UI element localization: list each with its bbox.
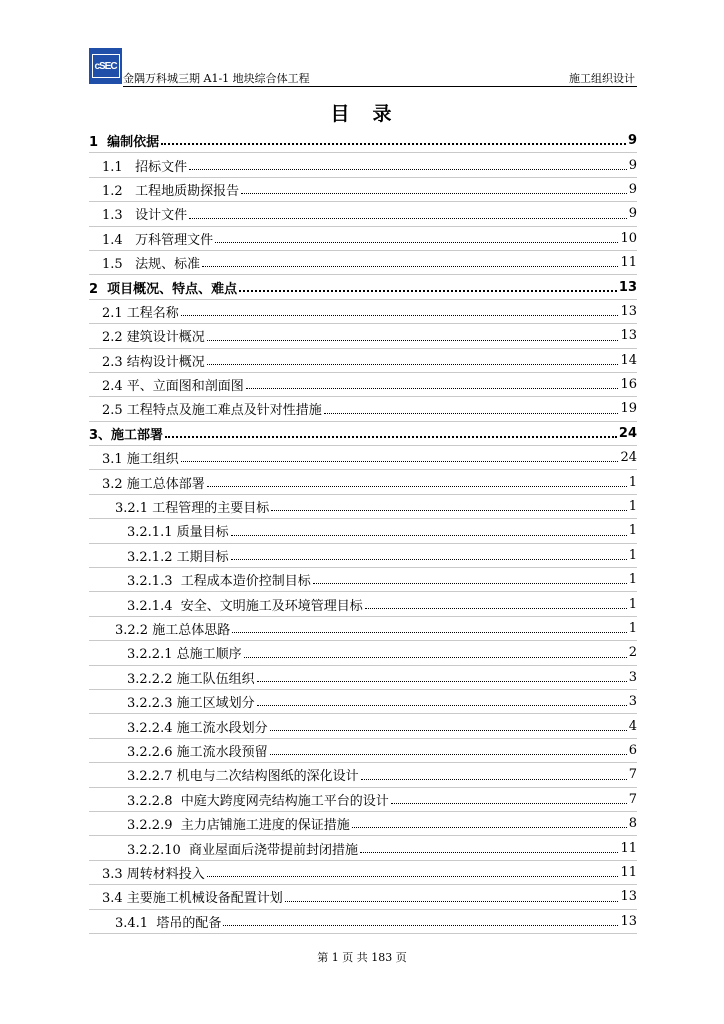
toc-entry[interactable] <box>89 300 637 324</box>
toc-dot-leader <box>207 339 619 341</box>
toc-dot-leader <box>324 412 619 414</box>
toc-entry[interactable] <box>89 519 637 543</box>
toc-entry-page: 2 <box>628 645 637 661</box>
toc-dot-leader <box>215 241 618 243</box>
toc-entry-page: 13 <box>618 279 637 295</box>
toc-entry-page: 8 <box>628 816 637 832</box>
toc-entry[interactable] <box>89 227 637 251</box>
toc-entry-label: 1 编制依据 <box>89 135 160 151</box>
toc-entry-label: 3.2.1 工程管理的主要目标 <box>115 501 270 517</box>
toc-entry-label: 1.3 设计文件 <box>102 208 188 224</box>
toc-entry[interactable] <box>89 739 637 763</box>
toc-entry-label: 3.4.1 塔吊的配备 <box>115 915 222 931</box>
toc-dot-leader <box>207 875 619 877</box>
toc-entry-page: 13 <box>620 913 637 929</box>
toc-entry-page: 13 <box>620 889 637 905</box>
toc-entry-page: 7 <box>628 767 637 783</box>
page-footer: 第 1 页 共 183 页 <box>317 951 407 964</box>
toc-entry-label: 3.2.1.4 安全、文明施工及环境管理目标 <box>127 598 363 614</box>
toc-entry-label: 3.2.2.1 总施工顺序 <box>127 647 242 663</box>
toc-entry-label: 3.2.2 施工总体思路 <box>115 623 231 638</box>
toc-dot-leader <box>207 485 627 487</box>
toc-dot-leader <box>365 607 627 609</box>
toc-entry-label: 3.4 主要施工机械设备配置计划 <box>102 891 283 907</box>
toc-entry[interactable] <box>89 544 637 568</box>
toc-entry[interactable] <box>89 446 637 470</box>
toc-entry-label: 3、施工部署 <box>89 427 164 443</box>
toc-entry[interactable] <box>89 568 637 592</box>
toc-entry[interactable] <box>89 153 637 177</box>
toc-entry-page: 13 <box>620 303 637 319</box>
toc-dot-leader <box>244 656 627 658</box>
toc-dot-leader <box>313 582 627 584</box>
toc-entry[interactable] <box>89 885 637 909</box>
toc-entry[interactable] <box>89 373 637 397</box>
toc-entry[interactable] <box>89 714 637 738</box>
toc-entry-label: 3.1 施工组织 <box>102 452 179 468</box>
page-title: 目 录 <box>330 103 394 125</box>
toc-entry[interactable] <box>89 592 637 616</box>
toc-dot-leader <box>270 729 627 731</box>
toc-entry-page: 9 <box>628 181 637 197</box>
toc-entry[interactable] <box>89 470 637 494</box>
toc-entry[interactable] <box>89 812 637 836</box>
toc-entry-page: 3 <box>628 669 637 685</box>
toc-entry-label: 3.2.2.3 施工区域划分 <box>127 696 255 712</box>
toc-entry[interactable] <box>89 202 637 226</box>
toc-entry-page: 11 <box>620 840 637 856</box>
toc-entry[interactable] <box>89 495 637 519</box>
toc-dot-leader <box>181 314 619 316</box>
toc-dot-leader <box>161 142 626 145</box>
toc-dot-leader <box>181 460 619 462</box>
toc-entry-label: 2.2 建筑设计概况 <box>102 330 205 346</box>
toc-entry-page: 24 <box>618 425 637 441</box>
company-logo <box>89 48 122 84</box>
toc-entry-page: 13 <box>620 328 637 344</box>
toc-entry-label: 3.2.2.10 商业屋面后浇带提前封闭措施 <box>127 842 359 858</box>
toc-entry-page: 1 <box>628 621 637 636</box>
toc-dot-leader <box>165 435 617 438</box>
logo-mark: cSEC <box>92 54 120 78</box>
toc-entry-label: 2.5 工程特点及施工难点及针对性措施 <box>102 403 322 419</box>
toc-entry-label: 1.2 工程地质勘探报告 <box>102 183 240 199</box>
toc-entry-page: 1 <box>628 572 637 588</box>
toc-dot-leader <box>285 900 619 902</box>
toc-entry-label: 3.3 周转材料投入 <box>102 866 205 882</box>
toc-dot-leader <box>232 631 627 633</box>
toc-entry-label: 3.2 施工总体部署 <box>102 476 205 492</box>
toc-entry[interactable] <box>89 397 637 421</box>
header-divider <box>123 86 637 87</box>
toc-dot-leader <box>271 509 627 511</box>
toc-entry-label: 3.2.2.7 机电与二次结构图纸的深化设计 <box>127 769 359 785</box>
toc-dot-leader <box>361 778 627 780</box>
toc-dot-leader <box>189 217 627 219</box>
toc-entry[interactable] <box>89 690 637 714</box>
toc-dot-leader <box>189 168 627 170</box>
toc-entry-page: 1 <box>628 547 637 563</box>
toc-entry-page: 24 <box>620 450 637 466</box>
toc-entry-label: 2.1 工程名称 <box>102 305 179 321</box>
toc-entry[interactable] <box>89 178 637 202</box>
toc-entry-label: 3.2.1.1 质量目标 <box>127 525 229 541</box>
toc-entry[interactable] <box>89 836 637 860</box>
toc-dot-leader <box>241 192 627 194</box>
toc-entry-page: 10 <box>620 230 637 246</box>
toc-entry-label: 3.2.2.8 中庭大跨度网壳结构施工平台的设计 <box>127 793 389 809</box>
toc-entry[interactable] <box>89 763 637 787</box>
toc-entry-page: 16 <box>620 377 637 393</box>
toc-entry-label: 1.1 招标文件 <box>102 159 188 175</box>
toc-entry-page: 3 <box>628 694 637 710</box>
toc-entry-label: 3.2.2.4 施工流水段划分 <box>127 720 268 736</box>
toc-entry-label: 3.2.2.2 施工队伍组织 <box>127 671 255 687</box>
toc-entry-page: 7 <box>628 791 637 807</box>
toc-dot-leader <box>239 289 617 292</box>
toc-entry[interactable] <box>89 617 637 641</box>
toc-dot-leader <box>352 826 627 828</box>
toc-entry-page: 1 <box>628 523 637 539</box>
toc-entry-label: 3.2.2.6 施工流水段预留 <box>127 744 268 760</box>
toc-dot-leader <box>246 387 619 389</box>
toc-entry[interactable] <box>89 129 637 153</box>
toc-entry-page: 1 <box>628 474 637 490</box>
toc-entry[interactable] <box>89 666 637 690</box>
toc-entry-label: 3.2.2.9 主力店铺施工进度的保证措施 <box>127 818 350 834</box>
toc-dot-leader <box>360 851 618 853</box>
toc-dot-leader <box>391 802 627 804</box>
toc-dot-leader <box>231 534 627 536</box>
page-header <box>89 45 637 90</box>
header-project-name: 金隅万科城三期 A1-1 地块综合体工程 <box>123 72 310 85</box>
toc-dot-leader <box>223 924 618 926</box>
toc-entry-label: 1.4 万科管理文件 <box>102 232 214 248</box>
toc-entry-page: 9 <box>628 206 637 222</box>
toc-dot-leader <box>257 680 627 682</box>
table-of-contents <box>89 129 637 934</box>
toc-entry-label: 1.5 法规、标准 <box>102 257 201 273</box>
toc-entry[interactable] <box>89 861 637 885</box>
toc-entry-page: 9 <box>627 133 637 149</box>
toc-entry[interactable] <box>89 910 637 934</box>
toc-entry[interactable] <box>89 324 637 348</box>
toc-entry-page: 1 <box>628 596 637 612</box>
toc-entry-page: 11 <box>620 864 637 880</box>
toc-entry-page: 9 <box>628 157 637 173</box>
toc-dot-leader <box>257 704 627 706</box>
toc-entry-label: 2 项目概况、特点、难点 <box>89 281 238 297</box>
toc-entry-label: 3.2.1.2 工期目标 <box>127 549 229 565</box>
toc-entry[interactable] <box>89 422 637 446</box>
toc-entry-label: 3.2.1.3 工程成本造价控制目标 <box>127 574 311 590</box>
toc-dot-leader <box>270 753 627 755</box>
toc-entry-page: 14 <box>620 352 637 368</box>
toc-entry-page: 11 <box>620 255 637 271</box>
toc-entry[interactable] <box>89 349 637 373</box>
toc-dot-leader <box>231 558 627 560</box>
toc-entry[interactable] <box>89 275 637 299</box>
toc-dot-leader <box>202 265 618 267</box>
toc-entry-label: 2.3 结构设计概况 <box>102 354 205 370</box>
toc-entry[interactable] <box>89 788 637 812</box>
toc-entry[interactable] <box>89 641 637 665</box>
toc-entry-page: 1 <box>628 499 637 515</box>
toc-entry-page: 4 <box>628 718 637 734</box>
toc-entry-label: 2.4 平、立面图和剖面图 <box>102 379 244 395</box>
toc-entry[interactable] <box>89 251 637 275</box>
header-document-type: 施工组织设计 <box>569 72 635 85</box>
toc-dot-leader <box>207 363 619 365</box>
toc-entry-page: 19 <box>620 401 637 417</box>
toc-entry-page: 6 <box>628 742 637 758</box>
